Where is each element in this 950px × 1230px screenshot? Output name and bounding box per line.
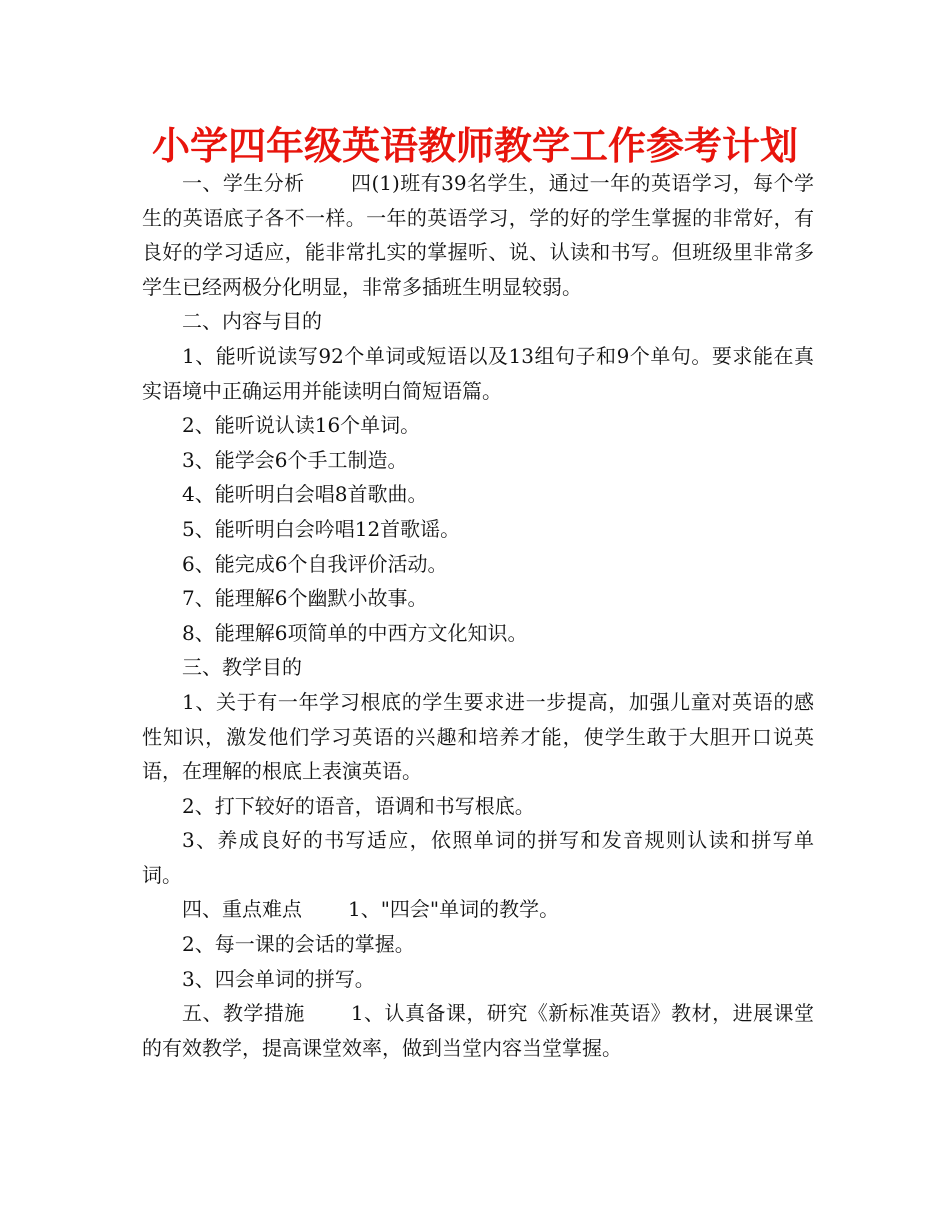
list-item: 3、养成良好的书写适应，依照单词的拼写和发音规则认读和拼写单词。 (142, 828, 814, 887)
list-item: 2、能听说认读16个单词。 (182, 413, 421, 438)
section-heading: 二、内容与目的 (182, 309, 322, 334)
list-item: 3、四会单词的拼写。 (182, 966, 375, 991)
section-student-analysis (142, 166, 814, 304)
section-heading: 五、教学措施 (182, 1001, 305, 1026)
list-item: 2、每一课的会话的掌握。 (182, 932, 415, 957)
list-item: 1、"四会"单词的教学。 (348, 897, 560, 922)
section-key-difficulties (142, 892, 814, 927)
section-heading: 三、教学目的 (182, 655, 302, 680)
section-teaching-measures (142, 996, 814, 1065)
list-item: 6、能完成6个自我评价活动。 (182, 551, 448, 576)
list-item: 1、关于有一年学习根底的学生要求进一步提高，加强儿童对英语的感性知识，激发他们学习英语的兴趣和培养才能，使学生敢于大胆开口说英语，在理解的根底上表演英语。 (142, 689, 814, 784)
list-item: 1、认真备课，研究《新标准英语》教材，进展课堂的有效教学，提高课堂效率，做到当堂内容当堂掌握。 (142, 1001, 814, 1060)
list-item: 4、能听明白会唱8首歌曲。 (182, 482, 428, 507)
list-item: 8、能理解6项简单的中西方文化知识。 (182, 620, 528, 645)
document-title: 小学四年级英语教师教学工作参考计划 (151, 124, 798, 168)
section-heading: 一、学生分析 (182, 171, 305, 195)
list-item: 3、能学会6个手工制造。 (182, 447, 408, 472)
section-heading: 四、重点难点 (182, 897, 302, 922)
list-item: 5、能听明白会吟唱12首歌谣。 (182, 516, 461, 541)
list-item: 1、能听说读写92个单词或短语以及13组句子和9个单句。要求能在真实语境中正确运用并能读明白简短语篇。 (142, 343, 814, 403)
list-item: 2、打下较好的语音，语调和书写根底。 (182, 793, 535, 818)
paragraph-text: 四(1)班有39名学生，通过一年的英语学习，每个学生的英语底子各不一样。一年的英语学习，学的好的学生掌握的非常好，有良好的学习适应，能非常扎实的掌握听、说、认读和书写。但班级里非常多学生已经两极分化明显，非常多插班生明显较弱。 (142, 171, 815, 299)
list-item: 7、能理解6个幽默小故事。 (182, 586, 428, 611)
document-body (142, 166, 814, 1065)
